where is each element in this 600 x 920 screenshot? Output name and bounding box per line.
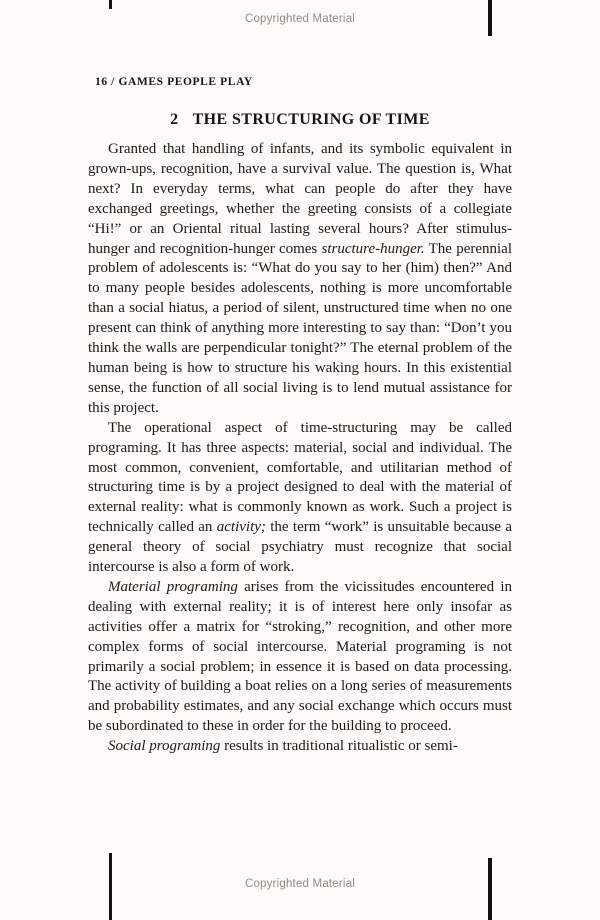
text-run: The perennial problem of adolescents is: “What do you say to her (him) then?” And to many people besides adolescents, nothing is more uncomfortable than a social hiatus, a period of silent, unstructured time when no one present can think of anything more interesting to say than: “Don’t you think the walls are perpendicular tonight?” The eternal problem of the human being is how to structure his waking hours. In this existential sense, the function of all social living is to lend mutual assistance for this project. bbox=[88, 240, 512, 416]
italic-text-run: Social programing bbox=[108, 738, 221, 755]
italic-text-run: structure-hunger. bbox=[321, 240, 425, 257]
chapter-title: THE STRUCTURING OF TIME bbox=[192, 111, 430, 128]
scan-edge-artifact bbox=[109, 0, 112, 9]
body-text bbox=[88, 140, 512, 757]
paragraph bbox=[88, 578, 512, 737]
text-run: the term “work” is unsuitable because a general theory of social psychiatry must recognize that social intercourse is also a form of work. bbox=[88, 519, 512, 576]
text-run: The operational aspect of time-structuring may be called programing. It has three aspects: material, social and individual. The most common, convenient, comfortable, and utilitarian method of structuring time is by a project designed to deal with the material of external reality: what is commonly known as work. Such a project is technically called an bbox=[88, 419, 512, 536]
italic-text-run: Material programing bbox=[108, 578, 238, 595]
text-run: arises from the vicissitudes encountered in dealing with external reality; it is of interest here only insofar as activities offer a matrix for “stroking,” recognition, and other more complex forms of social intercourse. Material programing is not primarily a social problem; in essence it is based on data processing. The activity of building a boat relies on a long series of measurements and probability estimates, and any social exchange which occurs must be subordinated to these in order for the building to proceed. bbox=[88, 578, 512, 735]
paragraph bbox=[88, 419, 512, 578]
text-run: results in traditional ritualistic or semi- bbox=[220, 738, 458, 755]
chapter-number: 2 bbox=[170, 111, 179, 128]
chapter-heading bbox=[88, 111, 512, 129]
italic-text-run: activity; bbox=[216, 519, 266, 536]
copyright-notice-top: Copyrighted Material bbox=[244, 13, 356, 25]
paragraph bbox=[88, 140, 512, 419]
running-header: 16 / GAMES PEOPLE PLAY bbox=[95, 76, 253, 88]
paragraph bbox=[88, 737, 512, 757]
copyright-notice-bottom: Copyrighted Material bbox=[244, 878, 356, 890]
text-run: Granted that handling of infants, and its symbolic equivalent in grown-ups, recognition, have a survival value. The question is, What next? In everyday terms, what can people do after they have exchanged greetings, whether the greeting consists of a collegiate “Hi!” or an Oriental ritual lasting several hours? After stimulus-hunger and recognition-hunger comes bbox=[88, 141, 512, 257]
